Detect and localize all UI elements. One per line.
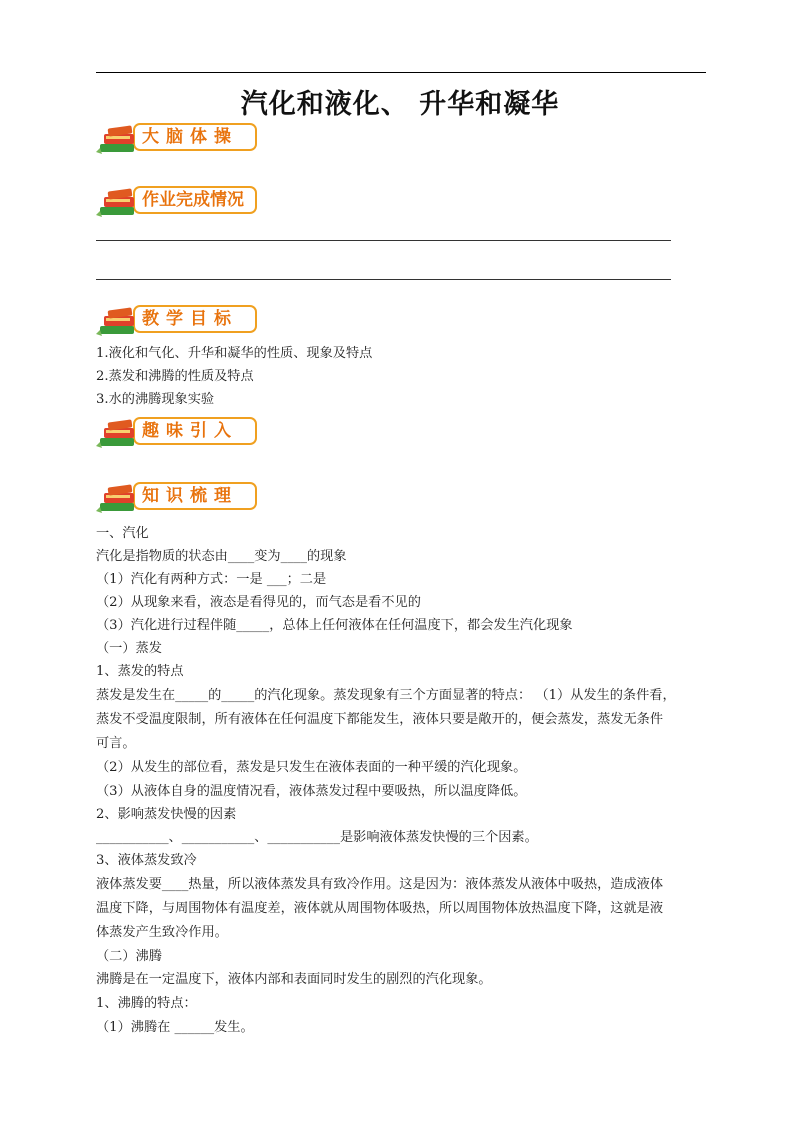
subheading-evaporation-features: 1、蒸发的特点 — [96, 664, 184, 679]
paragraph-evaporation-line-1: 蒸发是发生在_____的_____的汽化现象。蒸发现象有三个方面显著的特点： （1）从发生的条件看， — [96, 688, 676, 703]
answer-line-1 — [96, 240, 671, 241]
heading-vaporization: 一、汽化 — [96, 526, 149, 541]
badge-label-goals: 教学目标 — [142, 309, 238, 329]
subheading-evaporation-factors: 2、影响蒸发快慢的因素 — [96, 807, 237, 822]
page-title: 汽化和液化、 升华和凝华 — [240, 89, 560, 120]
paragraph-cooling-line-2: 温度下降，与周围物体有温度差，液体就从周围物体吸热，所以周围物体放热温度下降，这就是液 — [96, 901, 664, 916]
paragraph-cooling-line-1: 液体蒸发要____热量，所以液体蒸发具有致冷作用。这是因为：液体蒸发从液体中吸热，造成液体 — [96, 877, 664, 892]
paragraph-cooling-line-3: 体蒸发产生致冷作用。 — [96, 925, 228, 940]
paragraph-evaporation-line-3: 可言。 — [96, 736, 136, 751]
point-2: （2）从现象来看，液态是看得见的，而气态是看不见的 — [96, 595, 421, 610]
paragraph-evaporation-line-2: 蒸发不受温度限制，所有液体在任何温度下都能发生，液体只要是敞开的，便会蒸发，蒸发无条件 — [96, 712, 664, 727]
definition-vaporization: 汽化是指物质的状态由____变为____的现象 — [96, 549, 347, 564]
subheading-boiling-features: 1、沸腾的特点： — [96, 996, 197, 1011]
subheading-evaporation-cooling: 3、液体蒸发致冷 — [96, 853, 197, 868]
point-3: （3）汽化进行过程伴随_____，总体上任何液体在任何温度下，都会发生汽化现象 — [96, 618, 573, 633]
boiling-point-1: （1）沸腾在 ______发生。 — [96, 1020, 254, 1035]
badge-label-intro: 趣味引入 — [142, 421, 238, 441]
factors-fill-in: ___________、___________、___________是影响液体蒸发快慢的三个因素。 — [96, 830, 538, 845]
section-badge-goals — [96, 300, 266, 340]
section-badge-homework — [96, 181, 266, 221]
heading-boiling: （二）沸腾 — [96, 949, 162, 964]
goal-item-1: 1.液化和气化、升华和凝华的性质、现象及特点 — [96, 346, 373, 361]
badge-label-homework: 作业完成情况 — [142, 190, 244, 210]
definition-boiling: 沸腾是在一定温度下，液体内部和表面同时发生的剧烈的汽化现象。 — [96, 972, 492, 987]
section-badge-knowledge — [96, 477, 266, 517]
section-badge-brain — [96, 118, 266, 158]
section-badge-intro — [96, 412, 266, 452]
goal-item-3: 3.水的沸腾现象实验 — [96, 392, 215, 407]
answer-line-2 — [96, 279, 671, 280]
evaporation-point-2: （2）从发生的部位看，蒸发是只发生在液体表面的一种平缓的汽化现象。 — [96, 760, 527, 775]
header-rule — [96, 72, 706, 73]
badge-label-knowledge: 知识梳理 — [142, 486, 238, 506]
goal-item-2: 2.蒸发和沸腾的性质及特点 — [96, 369, 254, 384]
badge-label-brain: 大脑体操 — [142, 127, 238, 147]
heading-evaporation: （一）蒸发 — [96, 641, 162, 656]
point-1: （1）汽化有两种方式：一是 ___；二是 — [96, 572, 327, 587]
evaporation-point-3: （3）从液体自身的温度情况看，液体蒸发过程中要吸热，所以温度降低。 — [96, 784, 527, 799]
